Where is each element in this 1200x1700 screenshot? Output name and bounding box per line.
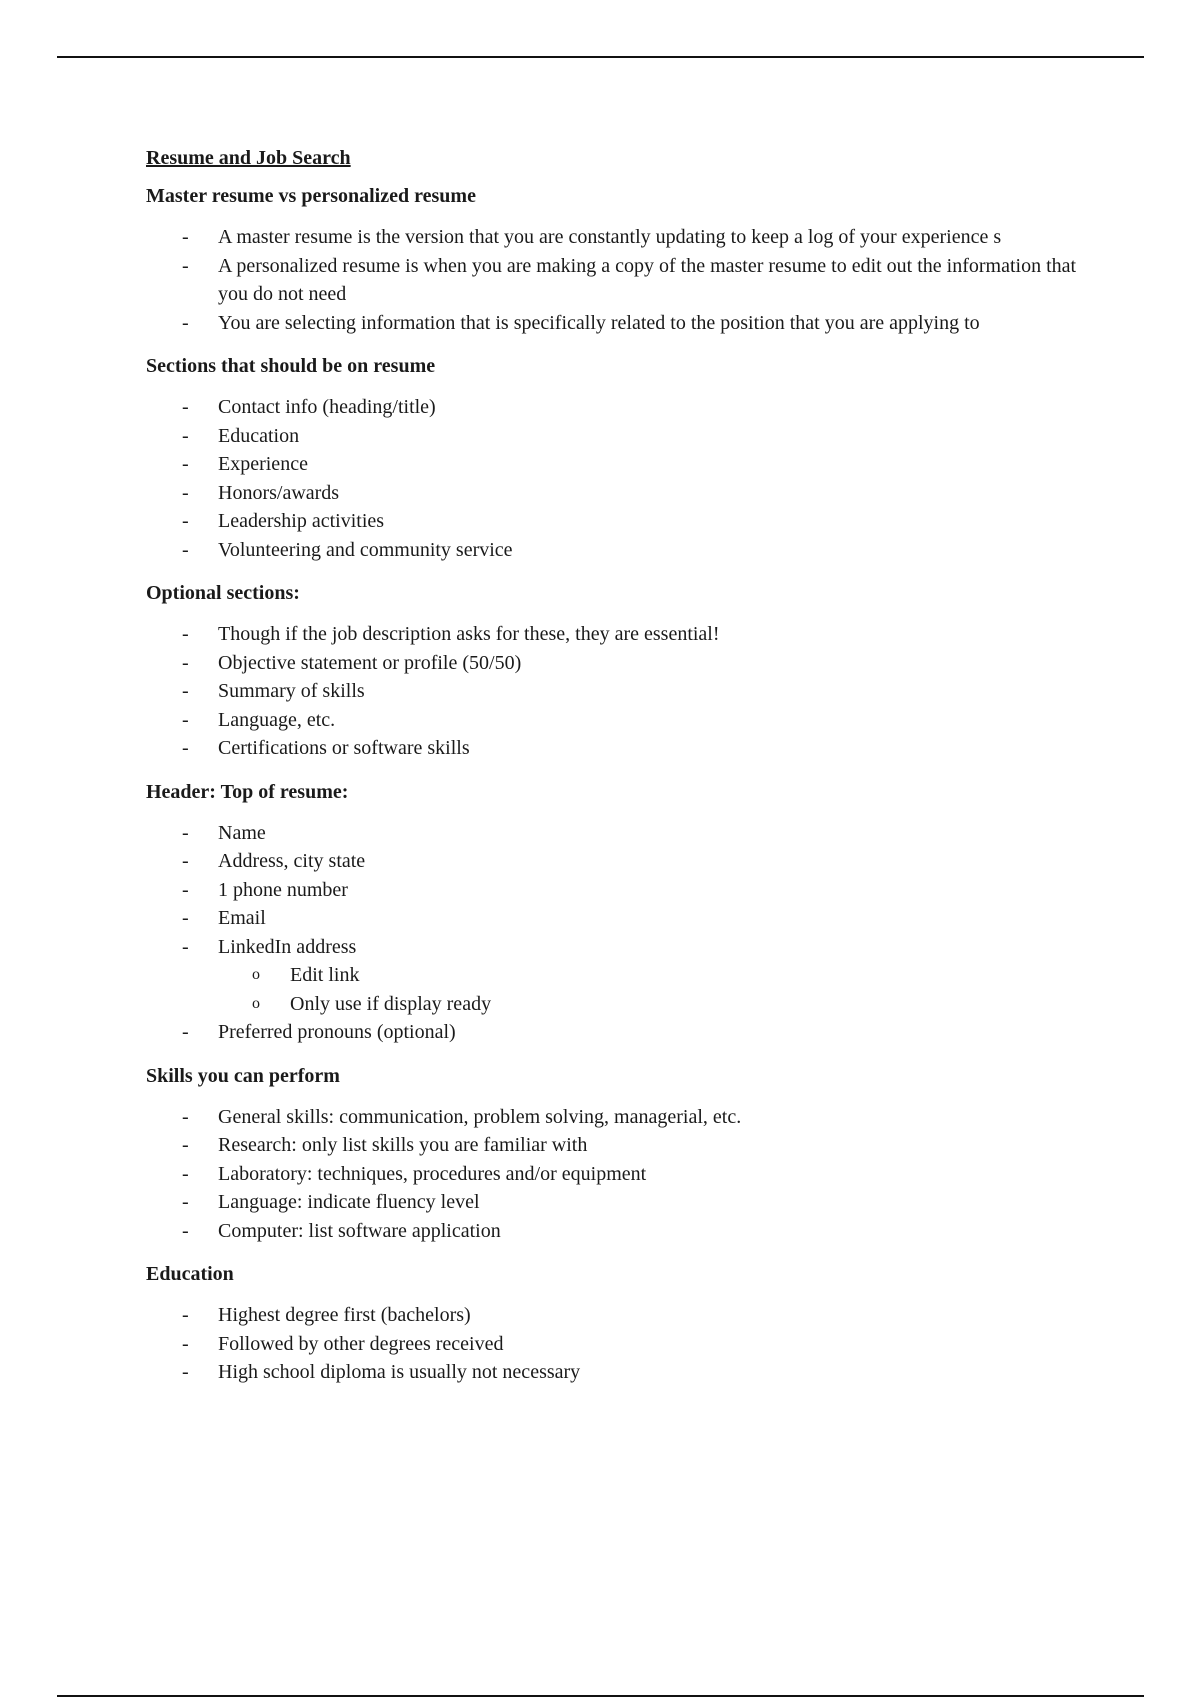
bullet-text: Leadership activities [218,510,385,532]
bullet-item [146,677,1106,706]
bullet-text: Name [218,821,266,844]
bullet-text: Highest degree first (bachelors) [218,1304,471,1326]
dash-bullet-icon: - [182,1332,189,1355]
bullet-item [146,252,1106,309]
dash-bullet-icon: - [182,424,189,447]
dash-bullet-icon: - [182,935,189,958]
bullet-text: Research: only list skills you are familiar with [218,1134,588,1156]
bullet-item [146,422,1106,451]
bullet-text: High school diploma is usually not necessary [218,1361,581,1383]
bullet-list [146,393,1106,564]
bullet-text: 1 phone number [218,878,348,901]
dash-bullet-icon: - [182,254,189,277]
bullet-text: General skills: communication, problem solving, managerial, etc. [218,1105,742,1128]
sub-bullet-text: Only use if display ready [290,992,492,1015]
dash-bullet-icon: - [182,538,189,561]
dash-bullet-icon: - [182,396,189,418]
dash-bullet-icon: - [182,453,189,475]
bottom-rule [57,1695,1144,1697]
bullet-text: Email [218,907,266,929]
bullet-text: Certifications or software skills [218,737,470,759]
bullet-text: You are selecting information that is specifically related to the position that you are applying to [218,311,980,334]
dash-bullet-icon: - [182,1219,189,1242]
dash-bullet-icon: - [182,1105,189,1128]
bullet-text: Computer: list software application [218,1219,501,1242]
bullet-text: A master resume is the version that you are constantly updating to keep a log of your experience s [218,226,1002,248]
dash-bullet-icon: - [182,850,189,872]
bullet-item [146,1103,1106,1132]
dash-bullet-icon: - [182,907,189,929]
sub-bullet-item [218,990,1106,1019]
section-heading: Education [146,1263,234,1285]
bullet-item [146,1131,1106,1160]
bullet-item [146,620,1106,649]
bullet-item [146,649,1106,678]
dash-bullet-icon: - [182,1134,189,1156]
dash-bullet-icon: - [182,226,189,248]
bullet-text: Volunteering and community service [218,538,513,561]
bullet-item [146,876,1106,905]
section-heading: Header: Top of resume: [146,780,349,803]
section [146,1063,1106,1246]
bullet-list [146,1103,1106,1246]
bullet-list [146,819,1106,1047]
dash-bullet-icon: - [182,481,189,504]
bullet-item [146,507,1106,536]
bullet-item [146,819,1106,848]
dash-bullet-icon: - [182,311,189,334]
dash-bullet-icon: - [182,878,189,901]
dash-bullet-icon: - [182,623,189,645]
sections-container [146,183,1106,1387]
bullet-item [146,1330,1106,1359]
bullet-text: Address, city state [218,850,366,872]
bullet-item [146,1018,1106,1047]
section [146,353,1106,564]
section [146,1261,1106,1387]
sub-bullet-list [218,961,1106,1018]
dash-bullet-icon: - [182,1361,189,1383]
dash-bullet-icon: - [182,510,189,532]
bullet-item [146,933,1106,1019]
dash-bullet-icon: - [182,708,189,731]
section [146,183,1106,337]
dash-bullet-icon: - [182,821,189,844]
bullet-item [146,309,1106,338]
bullet-item [146,734,1106,763]
section-heading: Master resume vs personalized resume [146,185,476,207]
bullet-item [146,479,1106,508]
circle-bullet-icon: o [252,994,260,1012]
bullet-item [146,904,1106,933]
dash-bullet-icon: - [182,1021,189,1043]
section [146,779,1106,1047]
bullet-item [146,1358,1106,1387]
bullet-item [146,847,1106,876]
bullet-text: Followed by other degrees received [218,1332,504,1355]
bullet-text: Laboratory: techniques, procedures and/or equipment [218,1162,647,1185]
dash-bullet-icon: - [182,737,189,759]
bullet-text: Language, etc. [218,708,336,731]
document-body [146,143,1106,1403]
bullet-text: Contact info (heading/title) [218,396,436,418]
section [146,580,1106,763]
bullet-text: Objective statement or profile (50/50) [218,651,522,674]
dash-bullet-icon: - [182,1304,189,1326]
bullet-text: Summary of skills [218,680,365,702]
top-rule [57,56,1144,58]
bullet-item [146,393,1106,422]
section-heading: Sections that should be on resume [146,355,436,377]
bullet-text: Preferred pronouns (optional) [218,1021,456,1043]
bullet-item [146,223,1106,252]
circle-bullet-icon: o [252,966,260,983]
bullet-text: Experience [218,453,308,475]
bullet-text: Education [218,424,300,447]
bullet-list [146,223,1106,337]
section-heading: Skills you can perform [146,1064,340,1087]
bullet-item [146,536,1106,565]
bullet-item [146,1160,1106,1189]
sub-bullet-item [218,961,1106,990]
document-title: Resume and Job Search [146,147,351,169]
section-heading: Optional sections: [146,582,300,604]
dash-bullet-icon: - [182,1162,189,1185]
bullet-text: LinkedIn address [218,935,357,958]
dash-bullet-icon: - [182,651,189,674]
bullet-item [146,1188,1106,1217]
bullet-item [146,1301,1106,1330]
sub-bullet-text: Edit link [290,964,360,986]
bullet-text: Language: indicate fluency level [218,1191,480,1213]
dash-bullet-icon: - [182,1191,189,1213]
bullet-item [146,1217,1106,1246]
bullet-list [146,620,1106,763]
bullet-text: Honors/awards [218,481,340,504]
bullet-text: Though if the job description asks for these, they are essential! [218,623,720,645]
bullet-item [146,706,1106,735]
dash-bullet-icon: - [182,680,189,702]
bullet-list [146,1301,1106,1387]
bullet-item [146,450,1106,479]
bullet-text: A personalized resume is when you are making a copy of the master resume to edit out the information that you do not need [218,254,1077,305]
